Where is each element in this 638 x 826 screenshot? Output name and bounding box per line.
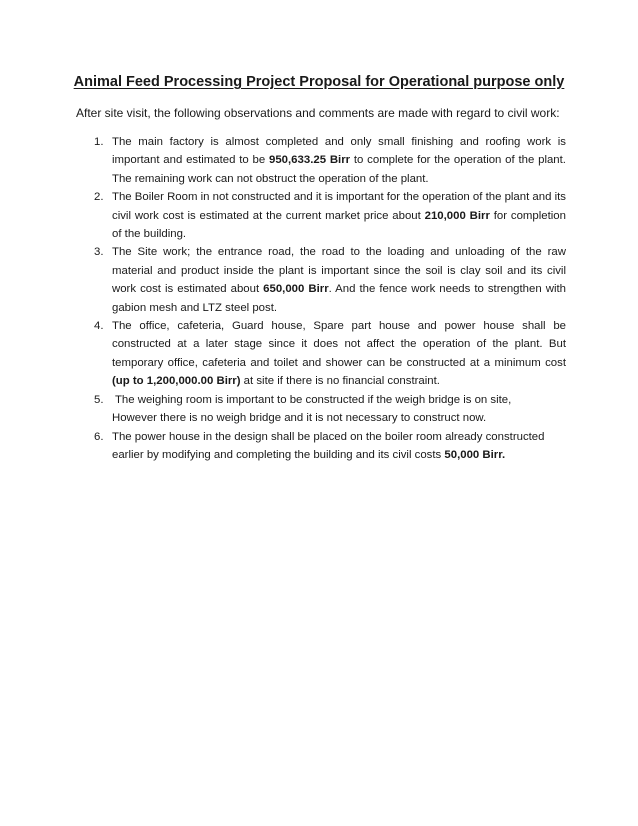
- cost-amount: (up to 1,200,000.00 Birr): [112, 375, 241, 388]
- list-item-4: [76, 317, 566, 391]
- cost-amount: 950,633.25 Birr: [269, 154, 351, 167]
- intro-paragraph: After site visit, the following observations and comments are made with regard to civil work:: [76, 106, 560, 120]
- list-item-1: [76, 133, 566, 188]
- list-item-text: The office, cafeteria, Guard house, Spare part house and power house shall be constructed at a later stage since it does not affect the operation of the plant. But temporary office, cafeteria and toilet and shower can be constructed at a minimum cost (up to 1,200,000.00 Birr) at site if there is no financial constraint.: [112, 320, 566, 388]
- list-item-text: The power house in the design shall be placed on the boiler room already constructed earlier by modifying and completing the building and its civil costs 50,000 Birr.: [112, 430, 545, 461]
- list-item-number: 5.: [94, 393, 104, 406]
- list-item-text: The main factory is almost completed and only small finishing and roofing work is important and estimated to be 950,633.25 Birr to complete for the operation of the plant. The remaining work can not obstruct the operation of the plant.: [112, 136, 566, 185]
- list-item-number: 1.: [94, 136, 104, 148]
- cost-amount: 210,000 Birr: [424, 209, 490, 222]
- document-title: Animal Feed Processing Project Proposal for Operational purpose only: [73, 74, 565, 90]
- list-item-number: 2.: [94, 191, 104, 204]
- cost-amount: 50,000 Birr.: [444, 448, 506, 461]
- list-item-number: 3.: [94, 246, 104, 259]
- list-item-text: The Site work; the entrance road, the road to the loading and unloading of the raw material and product inside the plant is important since the soil is clay soil and its civil work cost is estimated about 650,000 Birr. And the fence work needs to strengthen with gabion mesh and LTZ steel post.: [112, 246, 566, 314]
- list-item-text: The Boiler Room in not constructed and it is important for the operation of the plant and its civil work cost is estimated at the current market price about 210,000 Birr for completion of the building.: [112, 191, 566, 241]
- list-item-number: 6.: [94, 430, 104, 443]
- list-item-number: 4.: [94, 320, 104, 333]
- list-item-2: [76, 188, 566, 243]
- list-item-3: [76, 243, 566, 317]
- list-item-6: [76, 428, 566, 465]
- observations-list: [76, 133, 566, 464]
- list-item-text: The weighing room is important to be constructed if the weigh bridge is on site, However there is no weigh bridge and it is not necessary to construct now.: [112, 393, 512, 425]
- cost-amount: 650,000 Birr: [263, 283, 329, 296]
- list-item-5: [76, 391, 566, 428]
